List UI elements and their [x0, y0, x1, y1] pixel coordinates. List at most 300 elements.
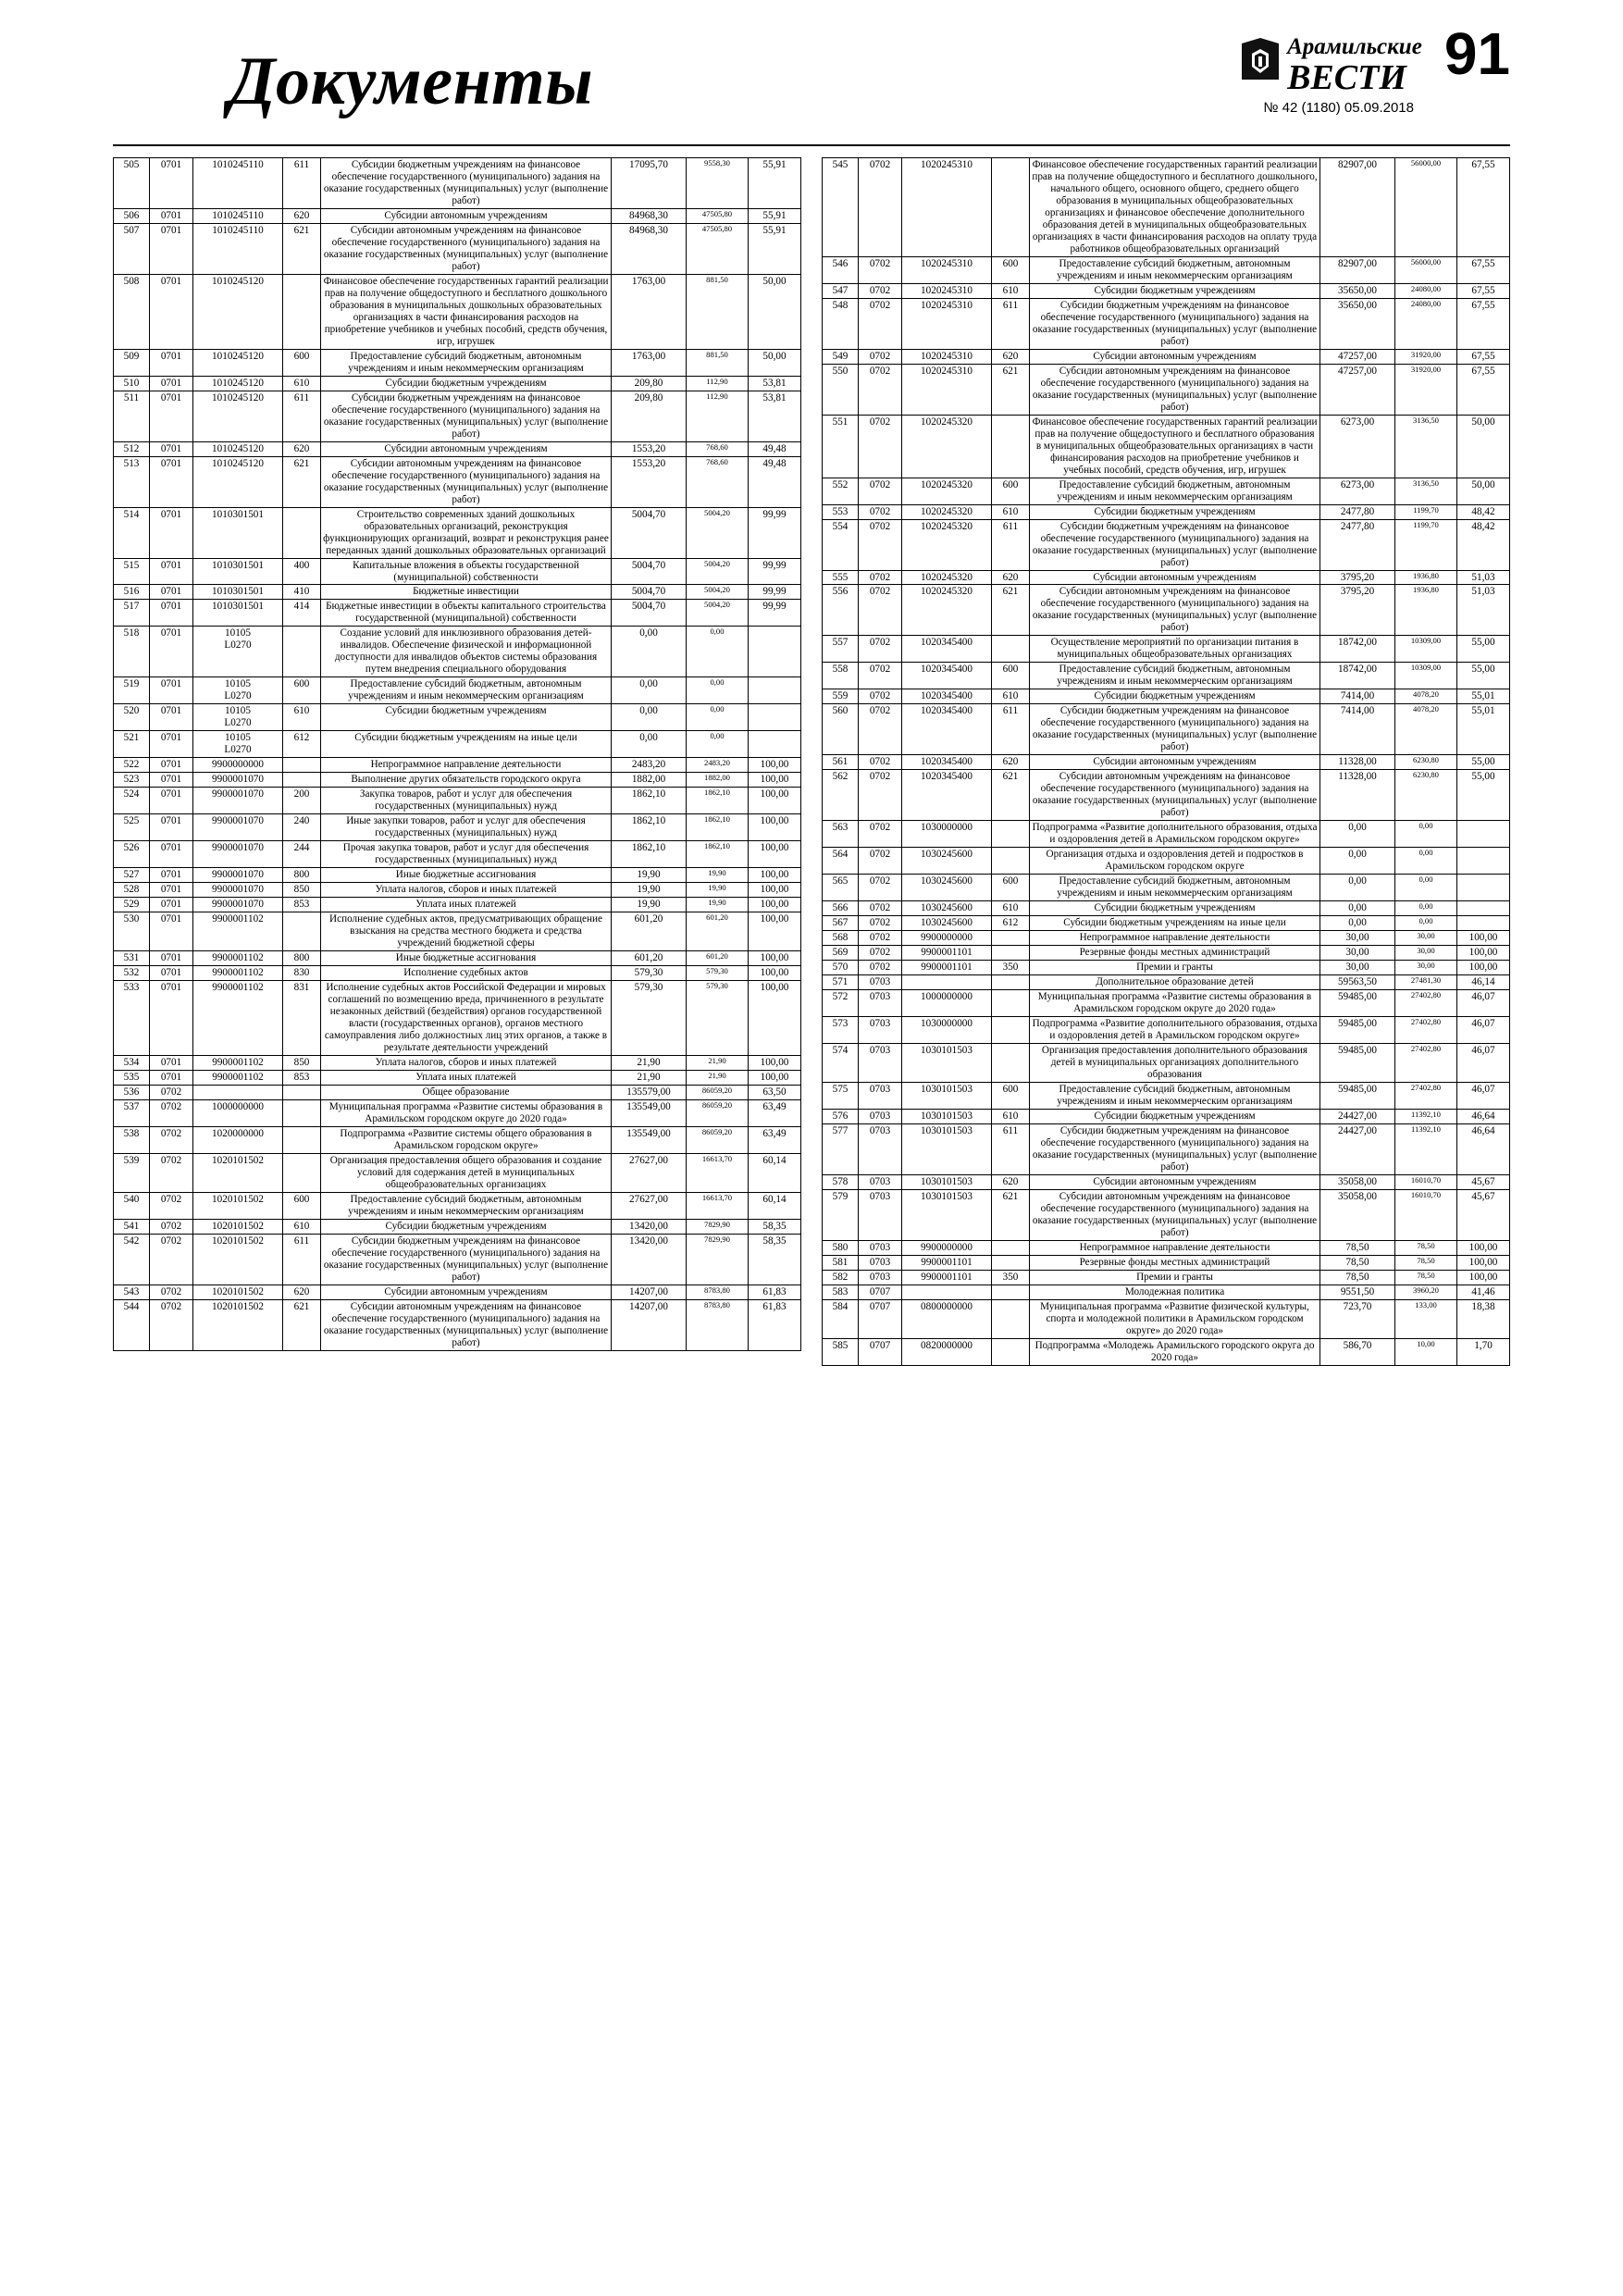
row-fact-amount: 10,00: [1395, 1338, 1457, 1365]
row-number: 550: [823, 364, 859, 415]
row-plan-amount: 59485,00: [1320, 1043, 1395, 1082]
row-name: Субсидии автономным учреждениям: [321, 441, 612, 456]
row-expense-type: 611: [992, 298, 1030, 349]
row-section-code: 0702: [859, 158, 902, 257]
row-name: Непрограммное направление деятельности: [1030, 1240, 1320, 1255]
row-fact-amount: 0,00: [1395, 848, 1457, 875]
row-fact-amount: 3136,50: [1395, 478, 1457, 504]
row-expense-type: 853: [283, 898, 321, 912]
row-plan-amount: 1763,00: [612, 349, 687, 376]
row-section-code: 0701: [150, 883, 193, 898]
row-percent: 100,00: [749, 883, 801, 898]
left-column: [113, 157, 801, 1366]
row-name: Субсидии бюджетным учреждениям на финансовое обеспечение государственного (муниципального) задания на оказание государственных (муниципальных) услуг (выполнение работ): [1030, 519, 1320, 570]
row-percent: 18,38: [1457, 1299, 1510, 1338]
row-percent: 99,99: [749, 600, 801, 627]
table-row: [823, 415, 1510, 478]
row-section-code: 0701: [150, 1070, 193, 1085]
row-name: Организация предоставления общего образования и создание условий для содержания детей в муниципальных общеобразовательных организациях: [321, 1153, 612, 1192]
row-expense-type: [283, 773, 321, 788]
table-row: [114, 814, 801, 841]
row-fact-amount: 8783,80: [687, 1285, 749, 1299]
row-number: 563: [823, 821, 859, 848]
row-plan-amount: 209,80: [612, 376, 687, 391]
row-fact-amount: 16613,70: [687, 1153, 749, 1192]
row-plan-amount: 723,70: [1320, 1299, 1395, 1338]
row-percent: [1457, 875, 1510, 901]
row-percent: 55,00: [1457, 636, 1510, 663]
row-percent: 63,49: [749, 1099, 801, 1126]
table-row: [823, 298, 1510, 349]
row-fact-amount: 768,60: [687, 441, 749, 456]
row-section-code: 0702: [859, 519, 902, 570]
row-target-code: 0820000000: [902, 1338, 992, 1365]
row-percent: 48,42: [1457, 519, 1510, 570]
row-fact-amount: 1862,10: [687, 814, 749, 841]
row-expense-type: 611: [992, 704, 1030, 755]
row-section-code: 0702: [859, 931, 902, 946]
row-section-code: 0707: [859, 1285, 902, 1299]
row-section-code: 0701: [150, 391, 193, 441]
row-percent: 100,00: [749, 868, 801, 883]
row-name: Непрограммное направление деятельности: [321, 758, 612, 773]
row-target-code: 1010245120: [193, 391, 283, 441]
row-plan-amount: 0,00: [1320, 901, 1395, 916]
row-percent: [1457, 821, 1510, 848]
row-number: 531: [114, 951, 150, 966]
row-expense-type: [992, 1043, 1030, 1082]
row-expense-type: [992, 158, 1030, 257]
row-name: Предоставление субсидий бюджетным, автономным учреждениям и иным некоммерческим организациям: [1030, 1082, 1320, 1109]
row-plan-amount: 35650,00: [1320, 298, 1395, 349]
row-fact-amount: 86059,20: [687, 1085, 749, 1099]
row-percent: 100,00: [749, 773, 801, 788]
row-plan-amount: 601,20: [612, 951, 687, 966]
row-target-code: 1030245600: [902, 875, 992, 901]
table-row: [114, 981, 801, 1056]
row-percent: 100,00: [749, 758, 801, 773]
row-fact-amount: 56000,00: [1395, 256, 1457, 283]
row-expense-type: 853: [283, 1070, 321, 1085]
row-plan-amount: 84968,30: [612, 208, 687, 223]
row-target-code: 1020101502: [193, 1299, 283, 1350]
budget-table-right: [822, 157, 1510, 1366]
table-row: [823, 1255, 1510, 1270]
row-name: Уплата налогов, сборов и иных платежей: [321, 1055, 612, 1070]
row-expense-type: 610: [992, 689, 1030, 704]
row-target-code: 1020345400: [902, 636, 992, 663]
row-fact-amount: 30,00: [1395, 961, 1457, 975]
row-percent: 51,03: [1457, 585, 1510, 636]
row-plan-amount: 5004,70: [612, 507, 687, 558]
row-plan-amount: 135579,00: [612, 1085, 687, 1099]
row-target-code: 1010245120: [193, 456, 283, 507]
row-name: Субсидии автономным учреждениям на финансовое обеспечение государственного (муниципального) задания на оказание государственных (муниципальных) услуг (выполнение работ): [1030, 770, 1320, 821]
row-expense-type: [992, 415, 1030, 478]
row-percent: 55,00: [1457, 663, 1510, 689]
row-section-code: 0703: [859, 1189, 902, 1240]
row-expense-type: 621: [992, 770, 1030, 821]
table-row: [114, 349, 801, 376]
row-section-code: 0702: [859, 636, 902, 663]
row-plan-amount: 78,50: [1320, 1270, 1395, 1285]
row-percent: 100,00: [1457, 961, 1510, 975]
row-fact-amount: 47505,80: [687, 208, 749, 223]
row-target-code: 1020245310: [902, 256, 992, 283]
row-section-code: 0703: [859, 1043, 902, 1082]
row-target-code: [902, 975, 992, 990]
table-row: [823, 821, 1510, 848]
row-fact-amount: 0,00: [1395, 821, 1457, 848]
row-fact-amount: 5004,20: [687, 585, 749, 600]
row-number: 522: [114, 758, 150, 773]
row-expense-type: 612: [283, 731, 321, 758]
row-fact-amount: 579,30: [687, 966, 749, 981]
row-target-code: 9900001102: [193, 1055, 283, 1070]
row-plan-amount: 0,00: [612, 677, 687, 704]
row-plan-amount: 2477,80: [1320, 504, 1395, 519]
row-number: 538: [114, 1126, 150, 1153]
row-percent: 100,00: [749, 788, 801, 814]
row-expense-type: 600: [283, 677, 321, 704]
table-row: [114, 223, 801, 274]
table-row: [823, 1043, 1510, 1082]
row-fact-amount: 5004,20: [687, 558, 749, 585]
row-percent: 50,00: [1457, 478, 1510, 504]
row-section-code: 0702: [150, 1219, 193, 1234]
row-plan-amount: 9551,50: [1320, 1285, 1395, 1299]
row-plan-amount: 1553,20: [612, 456, 687, 507]
row-percent: 100,00: [749, 981, 801, 1056]
row-plan-amount: 601,20: [612, 912, 687, 951]
row-target-code: 1000000000: [193, 1099, 283, 1126]
row-section-code: 0703: [859, 1016, 902, 1043]
row-percent: 49,48: [749, 441, 801, 456]
row-percent: 67,55: [1457, 298, 1510, 349]
row-expense-type: 244: [283, 841, 321, 868]
row-plan-amount: 11328,00: [1320, 770, 1395, 821]
row-plan-amount: 19,90: [612, 868, 687, 883]
row-section-code: 0703: [859, 1240, 902, 1255]
row-name: Финансовое обеспечение государственных гарантий реализации прав на получение общедоступного и бесплатного дошкольного, начального общего, основного общего, среднего общего образования в муниципальных общеобразовательных организациях и финансовое обеспечение дополнительного образования детей в муниципальных общеобразовательных организациях в части финансирования расходов на оплату труда работников общеобразовательных организаций: [1030, 158, 1320, 257]
row-number: 560: [823, 704, 859, 755]
row-target-code: 9900001101: [902, 1270, 992, 1285]
row-name: Субсидии бюджетным учреждениям на финансовое обеспечение государственного (муниципального) задания на оказание государственных (муниципальных) услуг (выполнение работ): [321, 1234, 612, 1285]
row-target-code: 9900000000: [902, 931, 992, 946]
row-expense-type: [283, 627, 321, 677]
row-name: Резервные фонды местных администраций: [1030, 946, 1320, 961]
row-section-code: 0701: [150, 1055, 193, 1070]
row-expense-type: [283, 912, 321, 951]
row-target-code: 1020345400: [902, 689, 992, 704]
row-percent: 55,01: [1457, 704, 1510, 755]
row-plan-amount: 19,90: [612, 883, 687, 898]
row-number: 548: [823, 298, 859, 349]
row-name: Закупка товаров, работ и услуг для обеспечения государственных (муниципальных) нужд: [321, 788, 612, 814]
row-expense-type: 400: [283, 558, 321, 585]
row-number: 570: [823, 961, 859, 975]
row-number: 535: [114, 1070, 150, 1085]
row-expense-type: 620: [992, 349, 1030, 364]
row-expense-type: 620: [992, 570, 1030, 585]
table-row: [114, 912, 801, 951]
row-plan-amount: 21,90: [612, 1055, 687, 1070]
row-target-code: 1010245110: [193, 158, 283, 209]
row-fact-amount: 11392,10: [1395, 1123, 1457, 1174]
row-number: 581: [823, 1255, 859, 1270]
row-fact-amount: 881,50: [687, 274, 749, 349]
row-expense-type: 610: [283, 704, 321, 731]
table-row: [823, 1174, 1510, 1189]
row-percent: 67,55: [1457, 283, 1510, 298]
table-row: [114, 841, 801, 868]
row-expense-type: 600: [283, 1192, 321, 1219]
row-percent: 46,64: [1457, 1123, 1510, 1174]
row-plan-amount: 1882,00: [612, 773, 687, 788]
row-number: 559: [823, 689, 859, 704]
row-plan-amount: 0,00: [1320, 821, 1395, 848]
row-name: Предоставление субсидий бюджетным, автономным учреждениям и иным некоммерческим организациям: [1030, 875, 1320, 901]
row-section-code: 0701: [150, 841, 193, 868]
row-section-code: 0702: [859, 704, 902, 755]
row-name: Предоставление субсидий бюджетным, автономным учреждениям и иным некоммерческим организациям: [321, 349, 612, 376]
table-row: [114, 441, 801, 456]
row-name: Субсидии автономным учреждениям на финансовое обеспечение государственного (муниципального) задания на оказание государственных (муниципальных) услуг (выполнение работ): [321, 1299, 612, 1350]
row-percent: [1457, 901, 1510, 916]
row-percent: 67,55: [1457, 256, 1510, 283]
row-fact-amount: 112,90: [687, 376, 749, 391]
row-number: 523: [114, 773, 150, 788]
row-fact-amount: 1936,80: [1395, 570, 1457, 585]
right-column: [822, 157, 1510, 1366]
row-section-code: 0703: [859, 1174, 902, 1189]
row-plan-amount: 59485,00: [1320, 990, 1395, 1017]
table-row: [823, 1016, 1510, 1043]
row-fact-amount: 5004,20: [687, 507, 749, 558]
row-target-code: 9900001101: [902, 1255, 992, 1270]
row-name: Капитальные вложения в объекты государственной (муниципальной) собственности: [321, 558, 612, 585]
row-expense-type: [992, 848, 1030, 875]
row-percent: 61,83: [749, 1285, 801, 1299]
row-plan-amount: 5004,70: [612, 600, 687, 627]
row-number: 527: [114, 868, 150, 883]
row-section-code: 0702: [859, 848, 902, 875]
row-number: 542: [114, 1234, 150, 1285]
row-number: 520: [114, 704, 150, 731]
row-expense-type: 610: [283, 376, 321, 391]
row-plan-amount: 82907,00: [1320, 256, 1395, 283]
table-row: [823, 901, 1510, 916]
row-expense-type: 850: [283, 1055, 321, 1070]
row-fact-amount: 0,00: [1395, 901, 1457, 916]
row-fact-amount: 881,50: [687, 349, 749, 376]
row-fact-amount: 579,30: [687, 981, 749, 1056]
row-number: 562: [823, 770, 859, 821]
row-section-code: 0707: [859, 1299, 902, 1338]
row-fact-amount: 3960,20: [1395, 1285, 1457, 1299]
row-number: 547: [823, 283, 859, 298]
table-row: [823, 1270, 1510, 1285]
row-name: Субсидии бюджетным учреждениям на иные цели: [1030, 916, 1320, 931]
row-target-code: 1010245120: [193, 349, 283, 376]
row-percent: [1457, 848, 1510, 875]
row-name: Резервные фонды местных администраций: [1030, 1255, 1320, 1270]
row-expense-type: [283, 1153, 321, 1192]
masthead: [113, 0, 1510, 139]
row-percent: 50,00: [749, 349, 801, 376]
table-row: [823, 256, 1510, 283]
row-target-code: 1030101503: [902, 1174, 992, 1189]
row-number: 555: [823, 570, 859, 585]
row-number: 585: [823, 1338, 859, 1365]
row-target-code: 1020245310: [902, 158, 992, 257]
row-section-code: 0702: [150, 1192, 193, 1219]
row-target-code: 1010245120: [193, 441, 283, 456]
table-row: [823, 283, 1510, 298]
row-percent: 55,91: [749, 158, 801, 209]
row-fact-amount: 21,90: [687, 1070, 749, 1085]
row-expense-type: [992, 975, 1030, 990]
row-section-code: 0707: [859, 1338, 902, 1365]
row-expense-type: 610: [992, 283, 1030, 298]
row-number: 551: [823, 415, 859, 478]
row-plan-amount: 30,00: [1320, 931, 1395, 946]
row-plan-amount: 1862,10: [612, 788, 687, 814]
row-section-code: 0703: [859, 975, 902, 990]
row-plan-amount: 7414,00: [1320, 704, 1395, 755]
row-number: 549: [823, 349, 859, 364]
table-row: [114, 558, 801, 585]
row-name: Финансовое обеспечение государственных гарантий реализации прав на получение общедоступного и бесплатного образования в муниципальных общеобразовательных организациях в части финансирования расходов на приобретение учебников и учебных пособий, средств обучения, игр, игрушек: [1030, 415, 1320, 478]
table-row: [823, 1299, 1510, 1338]
row-number: 573: [823, 1016, 859, 1043]
row-target-code: 1020245310: [902, 283, 992, 298]
row-percent: 45,67: [1457, 1174, 1510, 1189]
row-number: 517: [114, 600, 150, 627]
row-name: Субсидии бюджетным учреждениям: [321, 704, 612, 731]
page-number: 91: [1443, 20, 1510, 87]
row-percent: 100,00: [749, 1055, 801, 1070]
row-target-code: 1030000000: [902, 1016, 992, 1043]
table-row: [114, 585, 801, 600]
row-plan-amount: 7414,00: [1320, 689, 1395, 704]
row-number: 557: [823, 636, 859, 663]
row-number: 543: [114, 1285, 150, 1299]
row-number: 577: [823, 1123, 859, 1174]
row-number: 526: [114, 841, 150, 868]
row-fact-amount: 24080,00: [1395, 283, 1457, 298]
row-name: Субсидии автономным учреждениям: [1030, 349, 1320, 364]
row-number: 567: [823, 916, 859, 931]
row-name: Предоставление субсидий бюджетным, автономным учреждениям и иным некоммерческим организациям: [1030, 663, 1320, 689]
row-plan-amount: 0,00: [612, 627, 687, 677]
row-percent: 63,49: [749, 1126, 801, 1153]
row-target-code: 1020345400: [902, 755, 992, 770]
row-expense-type: 200: [283, 788, 321, 814]
row-target-code: 10105 L0270: [193, 704, 283, 731]
row-expense-type: 800: [283, 868, 321, 883]
masthead-right: [1241, 20, 1510, 97]
row-name: Субсидии бюджетным учреждениям: [1030, 901, 1320, 916]
row-fact-amount: 56000,00: [1395, 158, 1457, 257]
row-fact-amount: 1936,80: [1395, 585, 1457, 636]
row-target-code: 1020101502: [193, 1234, 283, 1285]
row-fact-amount: 6230,80: [1395, 755, 1457, 770]
row-percent: 100,00: [749, 912, 801, 951]
row-section-code: 0701: [150, 208, 193, 223]
row-percent: 67,55: [1457, 349, 1510, 364]
row-number: 574: [823, 1043, 859, 1082]
row-percent: [749, 731, 801, 758]
row-plan-amount: 84968,30: [612, 223, 687, 274]
row-target-code: 1020101502: [193, 1285, 283, 1299]
table-row: [114, 1192, 801, 1219]
row-number: 519: [114, 677, 150, 704]
row-name: Подпрограмма «Развитие дополнительного образования, отдыха и оздоровления детей в Арамильском городском округе»: [1030, 821, 1320, 848]
brand-top-line: Арамильские: [1287, 34, 1422, 59]
table-row: [114, 627, 801, 677]
row-section-code: 0701: [150, 773, 193, 788]
row-name: Субсидии автономным учреждениям: [321, 208, 612, 223]
row-section-code: 0701: [150, 966, 193, 981]
row-fact-amount: 47505,80: [687, 223, 749, 274]
row-target-code: 1020245310: [902, 349, 992, 364]
row-target-code: 10105 L0270: [193, 677, 283, 704]
row-expense-type: [992, 636, 1030, 663]
row-fact-amount: 16613,70: [687, 1192, 749, 1219]
row-percent: 55,01: [1457, 689, 1510, 704]
row-name: Муниципальная программа «Развитие физической культуры, спорта и молодежной политики в Арамильском городском округе» до 2020 года»: [1030, 1299, 1320, 1338]
row-expense-type: [992, 821, 1030, 848]
row-plan-amount: 13420,00: [612, 1219, 687, 1234]
row-section-code: 0701: [150, 898, 193, 912]
row-section-code: 0702: [859, 585, 902, 636]
row-name: Создание условий для инклюзивного образования детей-инвалидов. Обеспечение физической и информационной доступности для инвалидов объектов системы образования путем внедрения специального оборудования: [321, 627, 612, 677]
row-expense-type: 621: [283, 456, 321, 507]
row-target-code: 9900001070: [193, 883, 283, 898]
row-name: Иные бюджетные ассигнования: [321, 868, 612, 883]
row-number: 552: [823, 478, 859, 504]
row-name: Исполнение судебных актов, предусматривающих обращение взыскания на средства местного бюджета и средства учреждений бюджетной сферы: [321, 912, 612, 951]
row-section-code: 0702: [859, 821, 902, 848]
row-number: 530: [114, 912, 150, 951]
row-number: 507: [114, 223, 150, 274]
row-fact-amount: 0,00: [687, 731, 749, 758]
row-section-code: 0702: [859, 689, 902, 704]
row-percent: 55,00: [1457, 770, 1510, 821]
table-row: [823, 158, 1510, 257]
row-name: Субсидии автономным учреждениям: [1030, 755, 1320, 770]
row-fact-amount: 1199,70: [1395, 519, 1457, 570]
row-plan-amount: 135549,00: [612, 1126, 687, 1153]
row-expense-type: [283, 507, 321, 558]
row-expense-type: [992, 1338, 1030, 1365]
row-fact-amount: 78,50: [1395, 1270, 1457, 1285]
row-plan-amount: 21,90: [612, 1070, 687, 1085]
row-number: 571: [823, 975, 859, 990]
row-fact-amount: 601,20: [687, 912, 749, 951]
row-number: 575: [823, 1082, 859, 1109]
row-section-code: 0702: [859, 755, 902, 770]
row-section-code: 0702: [859, 415, 902, 478]
table-row: [823, 349, 1510, 364]
table-row: [114, 1070, 801, 1085]
row-name: Субсидии автономным учреждениям: [321, 1285, 612, 1299]
row-percent: 60,14: [749, 1192, 801, 1219]
row-number: 512: [114, 441, 150, 456]
row-expense-type: 600: [992, 478, 1030, 504]
row-section-code: 0701: [150, 158, 193, 209]
